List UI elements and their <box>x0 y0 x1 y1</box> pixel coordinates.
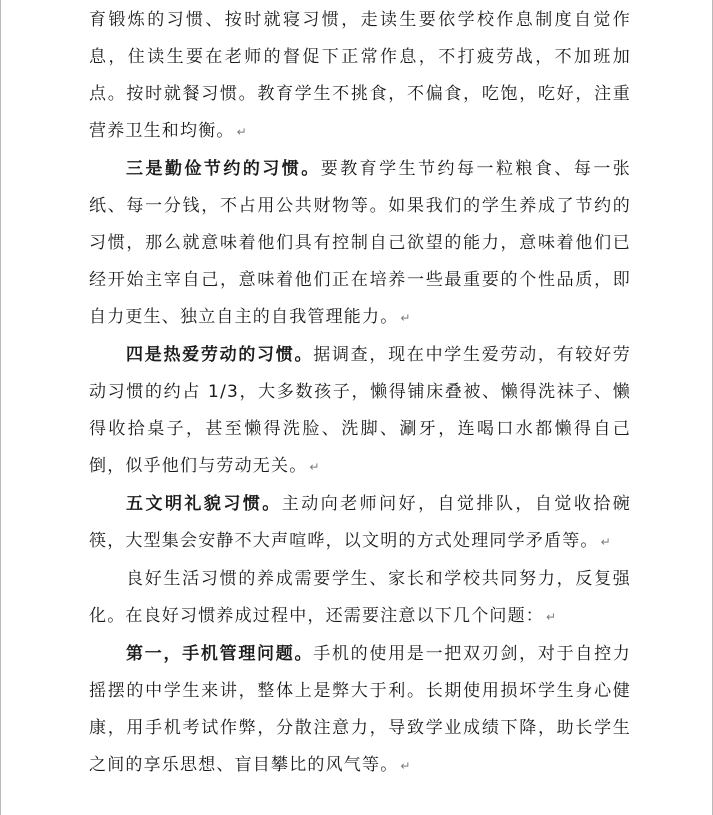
document-body[interactable] <box>89 2 631 785</box>
paragraph-text: 据调查，现在中学生爱劳动，有较好劳动习惯的约占 1/3，大多数孩子，懒得铺床叠被、懒得洗袜子、懒得收拾桌子，甚至懒得洗脸、洗脚、涮牙，连喝口水都懒得自己倒，似乎他们与劳动无关。 <box>89 345 631 476</box>
paragraph-mark-icon: ↵ <box>546 610 557 624</box>
paragraph-mark-icon: ↵ <box>600 535 611 549</box>
paragraph-mark-icon: ↵ <box>400 759 411 773</box>
paragraph-mark-icon: ↵ <box>400 311 411 325</box>
paragraph-text: 育锻炼的习惯、按时就寝习惯，走读生要依学校作息制度自觉作息，住读生要在老师的督促下正常作息，不打疲劳战，不加班加点。按时就餐习惯。教育学生不挑食，不偏食，吃饱，吃好，注重营养卫生和均衡。 <box>89 10 631 141</box>
paragraph-cooperation <box>89 561 631 636</box>
paragraph-physical-habits <box>89 2 631 151</box>
paragraph-text: 手机的使用是一把双刃剑，对于自控力摇摆的中学生来讲，整体上是弊大于利。长期使用损坏学生身心健康，用手机考试作弊，分散注意力，导致学业成绩下降，助长学生之间的享乐思想、盲目攀比的风气等。 <box>89 644 631 775</box>
paragraph-heading: 四是热爱劳动的习惯。 <box>126 345 314 365</box>
paragraph-text: 良好生活习惯的养成需要学生、家长和学校共同努力，反复强化。在良好习惯养成过程中，还需要注意以下几个问题： <box>89 569 631 626</box>
paragraph-phone-management <box>89 636 631 785</box>
paragraph-frugality <box>89 151 631 337</box>
paragraph-heading: 三是勤俭节约的习惯。 <box>126 159 321 179</box>
paragraph-mark-icon: ↵ <box>309 460 320 474</box>
paragraph-labor <box>89 337 631 486</box>
paragraph-text: 要教育学生节约每一粒粮食、每一张纸、每一分钱，不占用公共财物等。如果我们的学生养成了节约的习惯，那么就意味着他们具有控制自己欲望的能力，意味着他们已经开始主宰自己，意味着他们正在培养一些最重要的个性品质，即自力更生、独立自主的自我管理能力。 <box>89 159 631 327</box>
paragraph-courtesy <box>89 486 631 561</box>
paragraph-heading: 五文明礼貌习惯。 <box>126 494 282 514</box>
paragraph-text: 主动向老师问好，自觉排队，自觉收拾碗筷，大型集会安静不大声喧哗，以文明的方式处理同学矛盾等。 <box>89 494 631 551</box>
paragraph-mark-icon: ↵ <box>236 125 247 139</box>
paragraph-heading: 第一，手机管理问题。 <box>126 644 314 664</box>
